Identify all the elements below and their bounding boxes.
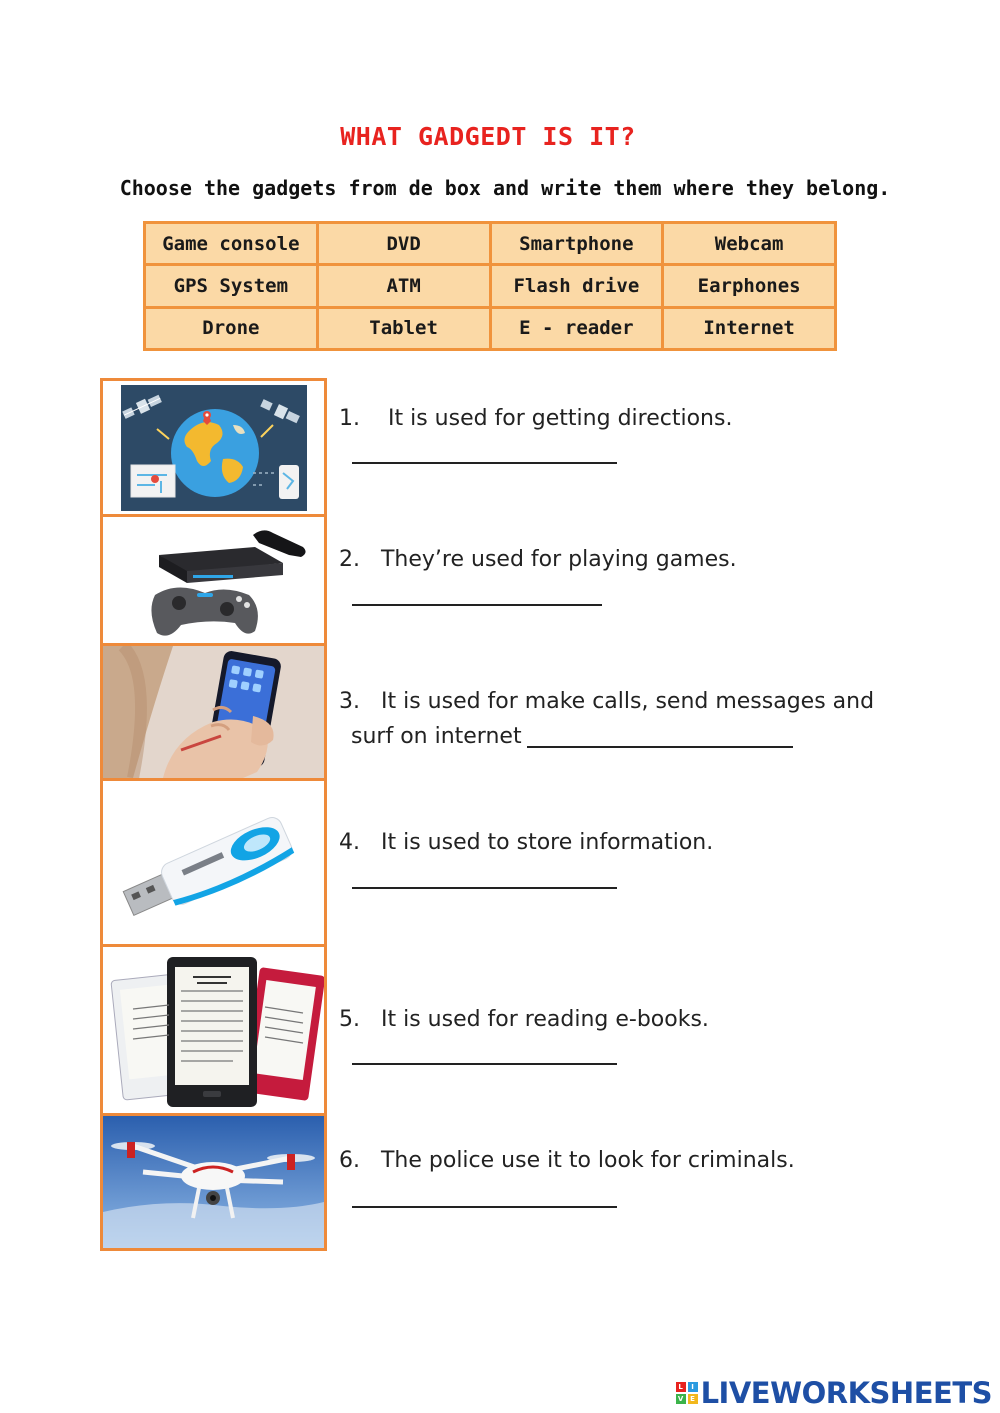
question-6 xyxy=(339,1148,795,1173)
word-box-cell: Earphones xyxy=(663,265,836,307)
worksheet-title: WHAT GADGEDT IS IT? xyxy=(340,122,636,151)
logo-letter: E xyxy=(688,1394,698,1404)
question-4 xyxy=(339,830,713,855)
question-number: 3. xyxy=(339,689,360,714)
word-box-cell: Tablet xyxy=(317,307,490,349)
word-box-cell: ATM xyxy=(317,265,490,307)
word-box-cell: Drone xyxy=(145,307,318,349)
question-text: It is used for make calls, send messages and xyxy=(380,689,875,714)
word-box-cell: Smartphone xyxy=(490,223,663,265)
answer-blank-3[interactable] xyxy=(527,746,793,748)
game-console-image xyxy=(100,514,327,646)
drone-image xyxy=(100,1113,327,1251)
question-number: 1. xyxy=(339,406,360,431)
question-5 xyxy=(339,1007,709,1032)
logo-letter: V xyxy=(676,1394,686,1404)
question-text: surf on internet xyxy=(351,724,522,749)
logo-letter: L xyxy=(676,1382,686,1392)
question-text: They’re used for playing games. xyxy=(380,547,737,572)
word-box-cell: Internet xyxy=(663,307,836,349)
answer-blank-4[interactable] xyxy=(352,887,617,889)
word-box-cell: Webcam xyxy=(663,223,836,265)
gps-image xyxy=(100,378,327,517)
flash-drive-image xyxy=(100,778,327,947)
question-text: The police use it to look for criminals. xyxy=(380,1148,795,1173)
answer-blank-2[interactable] xyxy=(352,604,602,606)
word-box xyxy=(143,221,837,351)
answer-blank-6[interactable] xyxy=(352,1206,617,1208)
question-text: It is used to store information. xyxy=(380,830,714,855)
liveworksheets-logo xyxy=(676,1376,992,1410)
word-box-cell: Game console xyxy=(145,223,318,265)
question-3-line-2 xyxy=(351,724,522,749)
smartphone-image xyxy=(100,643,327,781)
answer-blank-1[interactable] xyxy=(352,462,617,464)
question-2 xyxy=(339,547,737,572)
instructions: Choose the gadgets from de box and write them where they belong. xyxy=(119,176,891,200)
question-number: 2. xyxy=(339,547,360,572)
e-reader-image xyxy=(100,944,327,1116)
question-3 xyxy=(339,689,874,714)
answer-blank-5[interactable] xyxy=(352,1063,617,1065)
question-text: It is used for getting directions. xyxy=(387,406,733,431)
logo-text: LIVEWORKSHEETS xyxy=(700,1376,992,1410)
logo-letter: I xyxy=(688,1382,698,1392)
question-number: 4. xyxy=(339,830,360,855)
word-box-cell: E - reader xyxy=(490,307,663,349)
word-box-cell: DVD xyxy=(317,223,490,265)
question-number: 5. xyxy=(339,1007,360,1032)
question-1 xyxy=(339,406,732,431)
question-number: 6. xyxy=(339,1148,360,1173)
word-box-cell: Flash drive xyxy=(490,265,663,307)
word-box-cell: GPS System xyxy=(145,265,318,307)
image-column xyxy=(100,378,327,1251)
logo-grid-icon xyxy=(676,1382,698,1404)
question-text: It is used for reading e-books. xyxy=(380,1007,709,1032)
